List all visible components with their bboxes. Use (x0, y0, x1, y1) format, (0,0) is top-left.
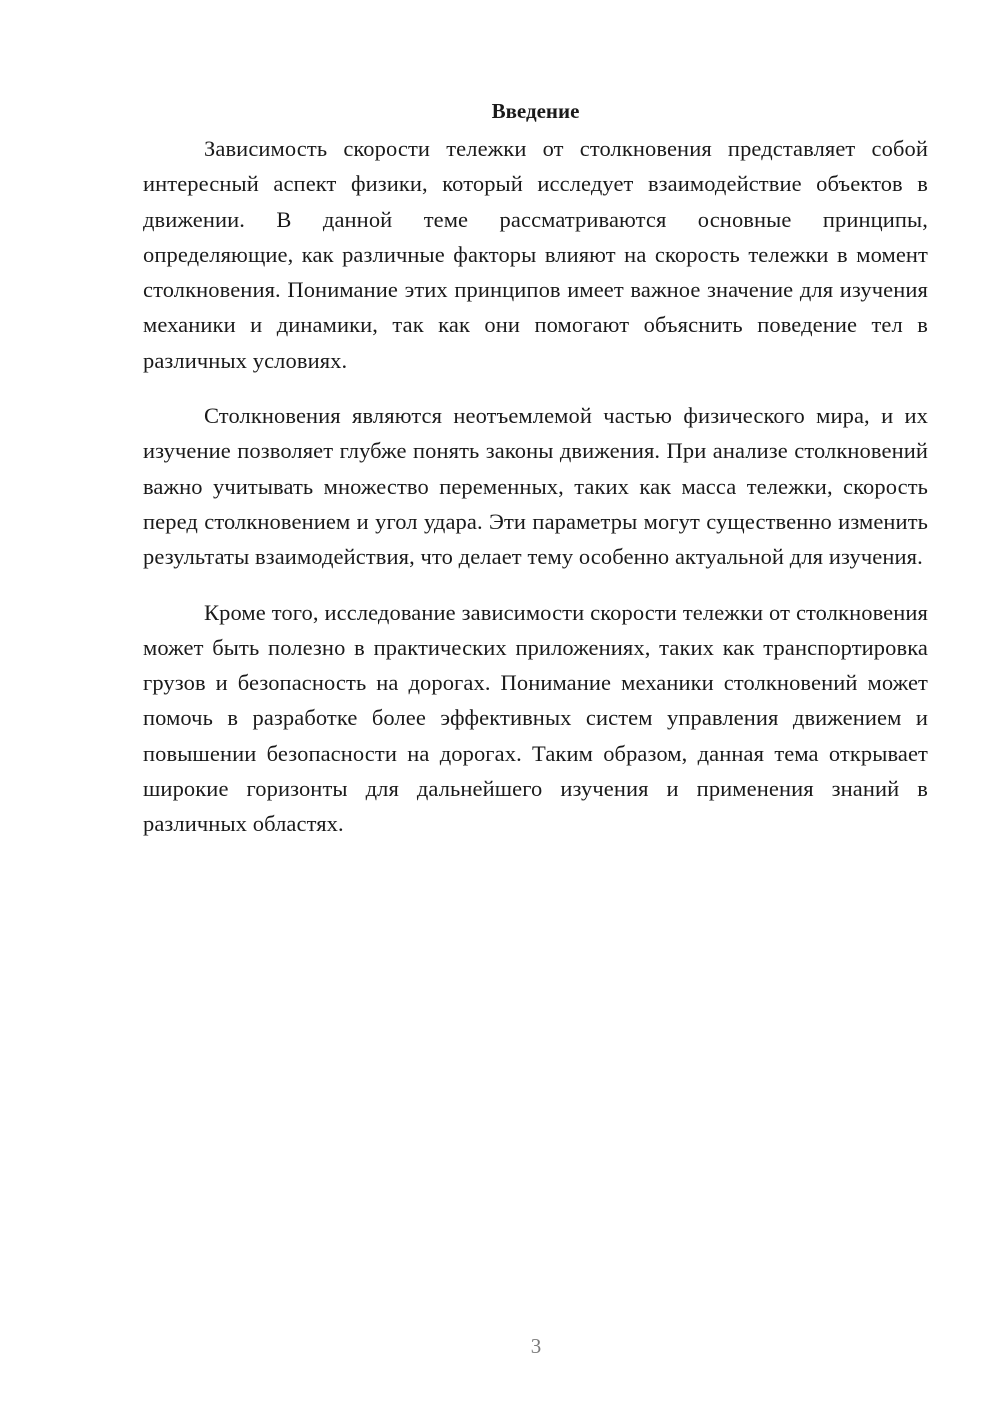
section-heading: Введение (491, 99, 580, 123)
paragraph-1: Зависимость скорости тележки от столкновения представляет собой интересный аспект физики, который исследует взаимодействие объектов в движении. В данной теме рассматриваются основные принципы, определяющие, как различные факторы влияют на скорость тележки в момент столкновения. Понимание этих принципов имеет важное значение для изучения механики и динамики, так как они помогают объяснить поведение тел в различных условиях. (143, 136, 928, 373)
page-content (143, 96, 928, 842)
paragraph-2: Столкновения являются неотъемлемой частью физического мира, и их изучение позволяет глубже понять законы движения. При анализе столкновений важно учитывать множество переменных, таких как масса тележки, скорость перед столкновением и угол удара. Эти параметры могут существенно изменить результаты взаимодействия, что делает тему особенно актуальной для изучения. (143, 403, 928, 570)
paragraph-3: Кроме того, исследование зависимости скорости тележки от столкновения может быть полезно в практических приложениях, таких как транспортировка грузов и безопасность на дорогах. Понимание механики столкновений может помочь в разработке более эффективных систем управления движением и повышении безопасности на дорогах. Таким образом, данная тема открывает широкие горизонты для дальнейшего изучения и применения знаний в различных областях. (143, 599, 928, 837)
page-number: 3 (530, 1334, 542, 1358)
